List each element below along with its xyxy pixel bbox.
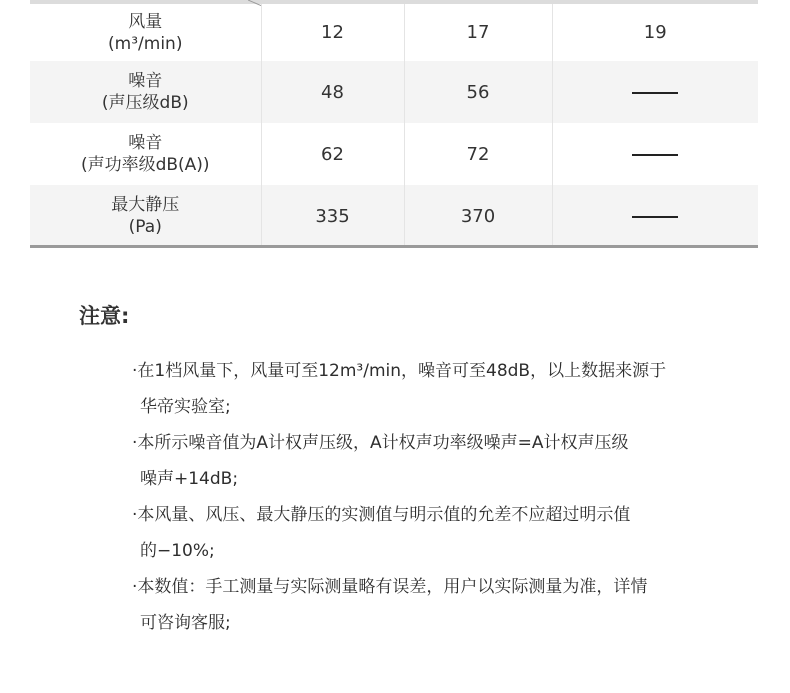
list-item: ·本数值：手工测量与实际测量略有误差，用户以实际测量为准，详情 可咨询客服; [132,577,648,633]
table-row-noise-pressure [30,61,758,123]
not-applicable-dash [632,154,678,156]
list-item: ·本风量、风压、最大静压的实测值与明示值的允差不应超过明示值 的−10%; [132,505,631,561]
notes-title: 注意: [79,304,130,328]
list-item: ·本所示噪音值为A计权声压级，A计权声功率级噪声=A计权声压级 噪声+14dB; [132,433,629,489]
table-row-static-pressure [30,185,758,247]
table-bottom-border [30,245,758,248]
row-label: 风量 (m³/min) [108,11,183,54]
cell-value: 48 [261,61,404,123]
table-row-airflow [30,4,758,61]
cell-value: 19 [552,4,758,61]
not-applicable-dash [632,216,678,218]
cell-value: 335 [261,185,404,247]
row-label: 噪音 (声压级dB) [30,61,261,123]
cell-value: 56 [404,61,552,123]
row-label: 噪音 (声功率级dB(A)) [80,133,210,175]
cell-value: 62 [261,123,404,185]
notes-list [132,353,672,641]
row-label: 最大静压 (Pa) [30,185,261,247]
list-item: ·在1档风量下，风量可至12m³/min，噪音可至48dB，以上数据来源于 华帝实验室; [132,361,667,417]
cell-value: 12 [261,4,404,61]
cell-value: 370 [404,185,552,247]
table-row-noise-power [30,123,758,185]
spec-table [30,4,758,247]
cell-dash [552,123,758,185]
cell-value: 72 [404,123,552,185]
cell-value: 17 [404,4,552,61]
cell-dash [552,61,758,123]
not-applicable-dash [632,92,678,94]
cell-dash [552,185,758,247]
